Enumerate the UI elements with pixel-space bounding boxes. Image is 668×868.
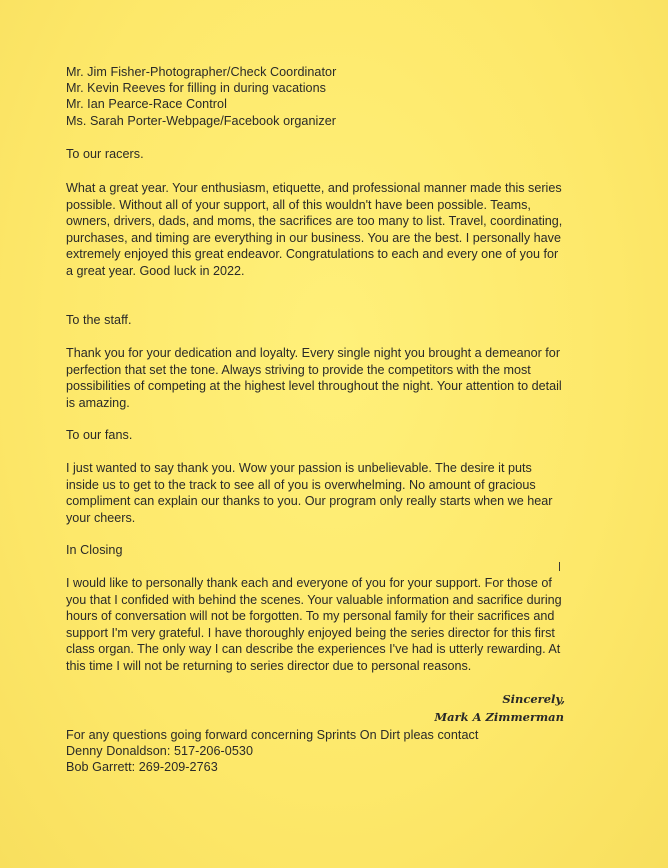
contact-line: Bob Garrett: 269-209-2763 <box>66 760 218 774</box>
paragraph-line: you that I confided with behind the scenes. Your valuable information and sacrifice during <box>66 592 562 607</box>
staff-credit-line: Mr. Jim Fisher-Photographer/Check Coordinator <box>66 65 337 79</box>
signature-name: Mark A Zimmerman <box>434 710 564 724</box>
paragraph-line: class organ. The only way I can describe the experiences I've had is utterly rewarding. At <box>66 642 561 656</box>
paragraph-line: your cheers. <box>66 510 136 525</box>
paragraph-line: Thank you for your dedication and loyalty. Every single night you brought a demeanor for <box>66 346 561 360</box>
paragraph-line: hours of conversation will not be forgotten. To my personal family for their sacrifices and <box>66 609 555 623</box>
fans-paragraph <box>66 460 566 526</box>
staff-credit-line: Ms. Sarah Porter-Webpage/Facebook organizer <box>66 114 337 128</box>
racers-paragraph <box>66 180 566 279</box>
paragraph-line: I would like to personally thank each and everyone of you for your support. For those of <box>66 576 552 590</box>
paragraph-line: What a great year. Your enthusiasm, etiquette, and professional manner made this series <box>66 181 562 195</box>
closing-heading: In Closing <box>66 543 123 557</box>
paragraph-line: this time I will not be returning to series director due to personal reasons. <box>66 658 472 673</box>
paragraph-line: possible. Without all of your support, all of this wouldn't have been possible. Teams, <box>66 197 531 212</box>
contact-line: Denny Donaldson: 517-206-0530 <box>66 744 253 758</box>
paragraph-line: a great year. Good luck in 2022. <box>66 263 245 278</box>
racers-heading: To our racers. <box>66 147 144 161</box>
stray-mark <box>559 562 560 571</box>
paragraph-line: is amazing. <box>66 395 130 410</box>
fans-heading: To our fans. <box>66 428 133 442</box>
paragraph-line: inside us to get to the track to see all of you is overwhelming. No amount of gracious <box>66 477 536 492</box>
paragraph-line: owners, drivers, dads, and moms, the sacrifices are too many to list. Travel, coordinating, <box>66 214 563 228</box>
contact-intro: For any questions going forward concerning Sprints On Dirt pleas contact <box>66 728 479 742</box>
closing-paragraph <box>66 575 566 674</box>
staff-paragraph <box>66 345 566 411</box>
paragraph-line: extremely enjoyed this great endeavor. Congratulations to each and every one of you for <box>66 247 559 261</box>
paragraph-line: support I'm very grateful. I have thoroughly enjoyed being the series director for this first <box>66 625 555 640</box>
staff-heading: To the staff. <box>66 313 132 327</box>
paragraph-line: possibilities of competing at the highest level throughout the night. Your attention to detail <box>66 379 562 393</box>
staff-credit-line: Mr. Kevin Reeves for filling in during vacations <box>66 81 326 95</box>
paragraph-line: I just wanted to say thank you. Wow your passion is unbelievable. The desire it puts <box>66 461 532 475</box>
paragraph-line: perfection that set the tone. Always striving to provide the competitors with the most <box>66 362 531 377</box>
paragraph-line: purchases, and timing are everything in our business. You are the best. I personally have <box>66 230 561 245</box>
signature-valediction: Sincerely, <box>502 692 565 706</box>
paragraph-line: compliment can explain our thanks to you. Our program only really starts when we hear <box>66 494 553 508</box>
staff-credit-line: Mr. Ian Pearce-Race Control <box>66 97 227 111</box>
